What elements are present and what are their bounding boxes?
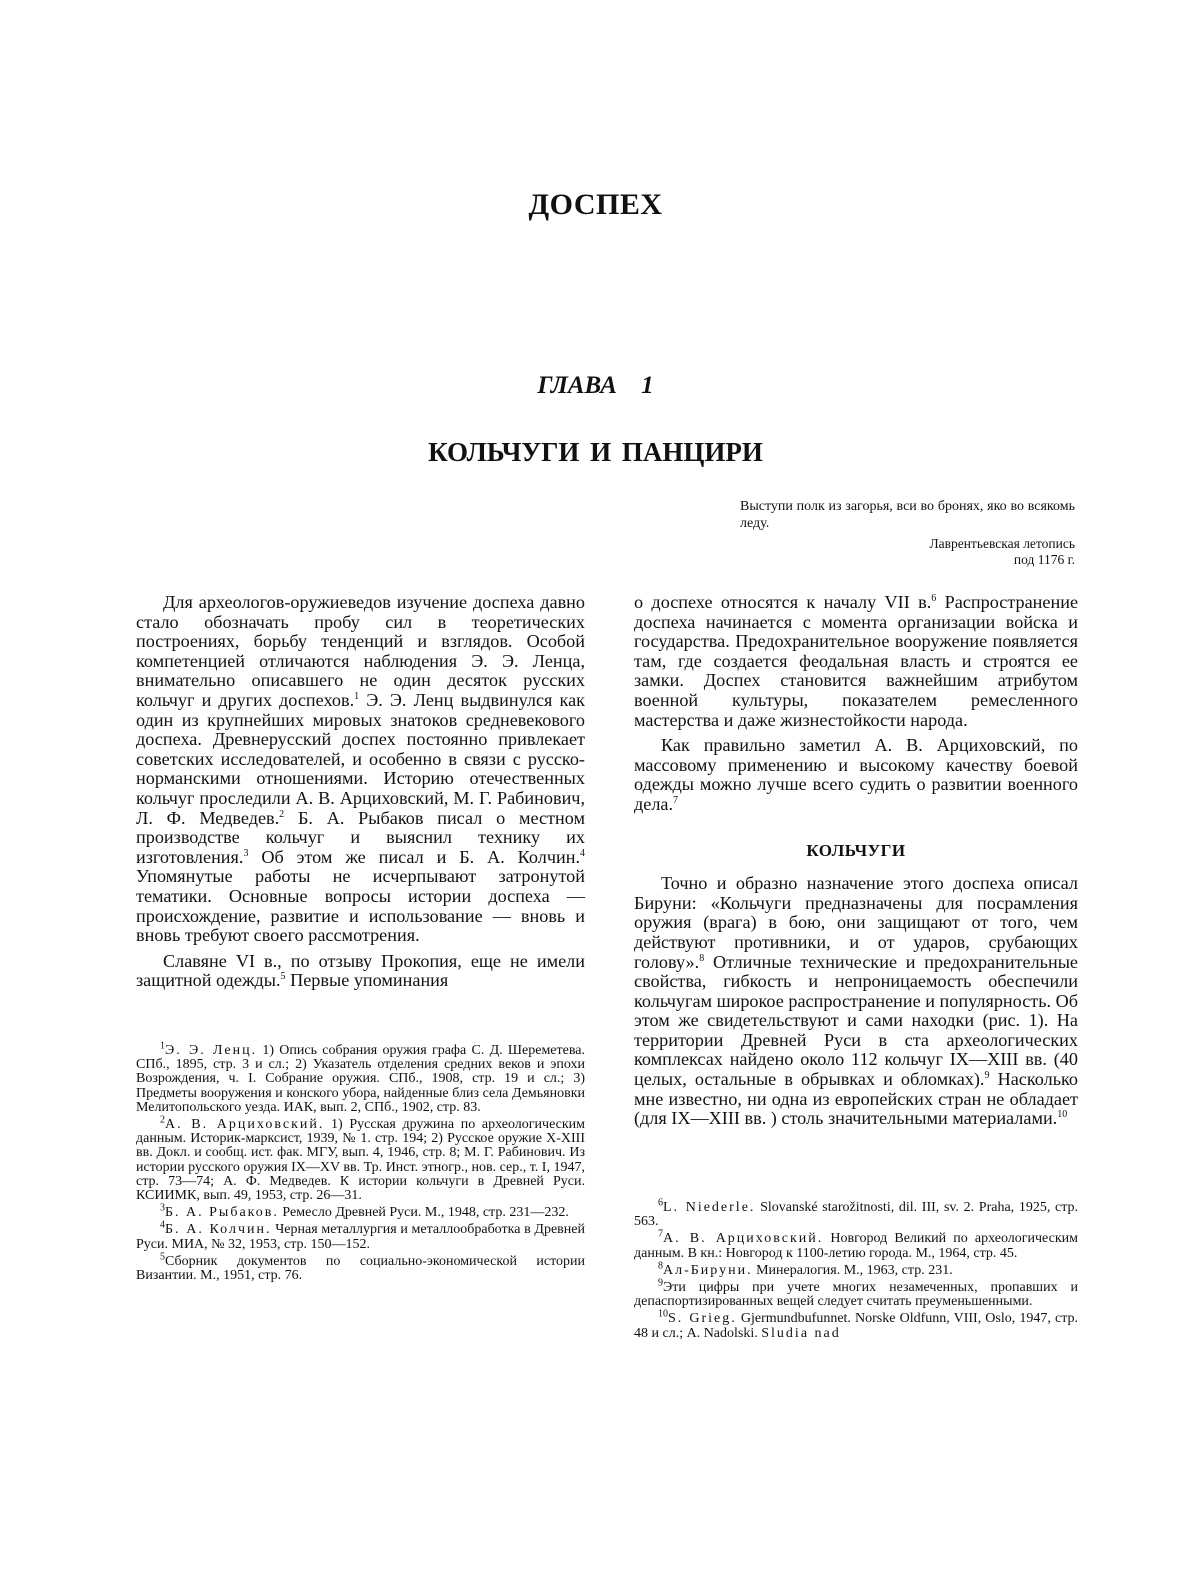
footnote: $^9$Эти цифры при учете многих незамеченных, пропавших и депаспортизированных вещей следует считать преуменьшенными. bbox=[634, 1277, 1078, 1310]
epigraph-text: Выступи полк из загорья, вси во бронях, яко во всякомь леду. bbox=[740, 499, 1075, 531]
paragraph: Славяне VI в., по отзыву Прокопия, еще не имели защитной одежды.$^5$ Первые упоминания bbox=[136, 950, 585, 991]
footnote-ref[interactable]: 3 bbox=[243, 847, 249, 859]
footnote-ref[interactable]: 1 bbox=[354, 690, 360, 702]
footnote-ref[interactable]: 10 bbox=[1057, 1109, 1068, 1121]
footnotes-left bbox=[136, 1040, 586, 1286]
paragraph: Для археологов-оружиеведов изучение доспеха давно стало обозначать пробу сил в теоретических построениях, борьбу тенденций и взглядов. Особой компетенцией отличаются наблюдения Э. Э. Ленца, внимательно описавшего не один десяток русских кольчуг и других доспехов.$^1$ Э. Э. Ленц выдвинулся как один из крупнейших мировых знатоков средневекового доспеха. Древнерусский доспех постоянно привлекает советских исследователей, и особенно в связи с русско-норманскими отношениями. Историю отечественных кольчуг проследили А. В. Арциховский, М. Г. Рабинович, Л. Ф. Медведев.$^2$ Б. А. Рыбаков писал о местном производстве кольчуг и выяснил технику их изготовления.$^3$ Об этом же писал и Б. А. Колчин.$^4$ Упомянутые работы не исчерпывают затронутой тематики. Основные вопросы истории доспеха — происхождение, развитие и использование — вновь и вновь требуют своего рассмотрения. bbox=[136, 592, 585, 946]
footnote: $^2$А. В. Арциховский. 1) Русская дружина по археологическим данным. Историк-марксист, 1939, № 1. стр. 194; 2) Русское оружие X-XIII вв. Докл. и сообщ. ист. фак. МГУ, вып. 4, 1946, стр. 8; М. Г. Рабинович. Из истории русского оружия IX—XV вв. Тр. Инст. этногр., нов. сер., т. I, 1947, стр. 73—74; А. Ф. Медведев. К истории кольчуги в Древней Руси. КСИИМК, вып. 49, 1953, стр. 26—31. bbox=[136, 1114, 586, 1204]
epigraph bbox=[740, 498, 1075, 568]
part-title: ДОСПЕХ bbox=[528, 188, 663, 221]
footnote: $^4$Б. А. Колчин. Черная металлургия и металлообработка в Древней Руси. МИА, № 32, 1953, стр. 150—152. bbox=[136, 1219, 585, 1252]
paragraph: Как правильно заметил А. В. Арциховский, по массовому применению и высокому качеству боевой одежды можно лучше всего судить о развитии военного дела.$^7$ bbox=[634, 735, 1078, 814]
footnote-ref[interactable]: 9 bbox=[984, 1070, 990, 1081]
footnote: $^{10}$S. Grieg. Gjermundbufunnet. Norske Oldfunn, VIII, Oslo, 1947, стр. 48 и сл.; A. Nadolski. Sludia nad bbox=[634, 1308, 1078, 1341]
chapter-number: ГЛАВА 1 bbox=[537, 372, 654, 399]
footnote: $^7$А. В. Арциховский. Новгород Великий по археологическим данным. В кн.: Новгород к 1100-летию города. М., 1964, стр. 45. bbox=[634, 1228, 1078, 1261]
footnote-ref[interactable]: 2 bbox=[279, 808, 285, 820]
footnote: $^1$Э. Э. Ленц. 1) Опись собрания оружия графа С. Д. Шереметева. СПб., 1895, стр. 3 и сл.; 2) Указатель отделения средних веков и эпохи Возрождения, ч. I. Собрание оружия. СПб., 1908, стр. 19 и сл.; 3) Предметы вооружения и конского убора, найденные близ села Демьяновки Мелитопольского уезда. ИАК, вып. 2, СПб., 1902, стр. 83. bbox=[136, 1040, 585, 1115]
footnote-ref[interactable]: 5 bbox=[280, 971, 286, 983]
left-column bbox=[136, 593, 585, 991]
footnote-ref[interactable]: 7 bbox=[673, 794, 679, 806]
footnote: $^3$Б. А. Рыбаков. Ремесло Древней Руси. М., 1948, стр. 231—232. bbox=[160, 1202, 569, 1221]
paragraph: о доспехе относятся к началу VII в.$^6$ Распространение доспеха начинается с момента организации войска и государства. Предохранительное вооружение появляется там, где создается феодальная власть и строятся ее замки. Доспех становится важнейшим атрибутом военной культуры, показателем ремесленного мастерства и даже жизнестойкости народа. bbox=[634, 592, 1079, 730]
footnote: $^5$Сборник документов по социально-экономической истории Византии. М., 1951, стр. 76. bbox=[136, 1251, 585, 1284]
chapter-title: КОЛЬЧУГИ И ПАНЦИРИ bbox=[428, 437, 763, 467]
epigraph-source-line1: Лаврентьевская летопись bbox=[929, 536, 1075, 551]
footnote-ref[interactable]: 8 bbox=[699, 952, 705, 964]
footnote: $^8$Ал-Бируни. Минералогия. М., 1963, стр. 231. bbox=[658, 1260, 953, 1278]
epigraph-source bbox=[740, 536, 1075, 568]
footnote-ref[interactable]: 4 bbox=[580, 847, 585, 859]
footnote-ref[interactable]: 6 bbox=[931, 592, 937, 604]
right-column bbox=[634, 593, 1078, 1129]
footnotes-right bbox=[634, 1197, 1078, 1344]
footnote: $^6$L. Niederle. Slovanské starožitnosti, dil. III, sv. 2. Praha, 1925, стр. 563. bbox=[634, 1197, 1078, 1230]
epigraph-source-line2: под 1176 г. bbox=[1013, 552, 1075, 567]
section-heading: КОЛЬЧУГИ bbox=[806, 840, 906, 860]
paragraph: Точно и образно назначение этого доспеха описал Бируни: «Кольчуги предназначены для посрамления оружия (врага) в бою, они защищают от того, чем действуют противники, и от ударов, срубающих голову».$^8$ Отличные технические и предохранительные свойства, гибкость и непроницаемость обеспечили кольчугам широкое распространение и популярность. Об этом же свидетельствуют и сами находки (рис. 1). На территории Древней Руси в ста археологических комплексах найдено около 112 кольчуг IX—XIII вв. (40 целых, остальные в обрывках и обломках).$^9$ Насколько мне известно, ни одна из европейских стран не обладает (для IX—XIII вв. ) столь значительными материалами.$^{10}$ bbox=[634, 873, 1079, 1129]
